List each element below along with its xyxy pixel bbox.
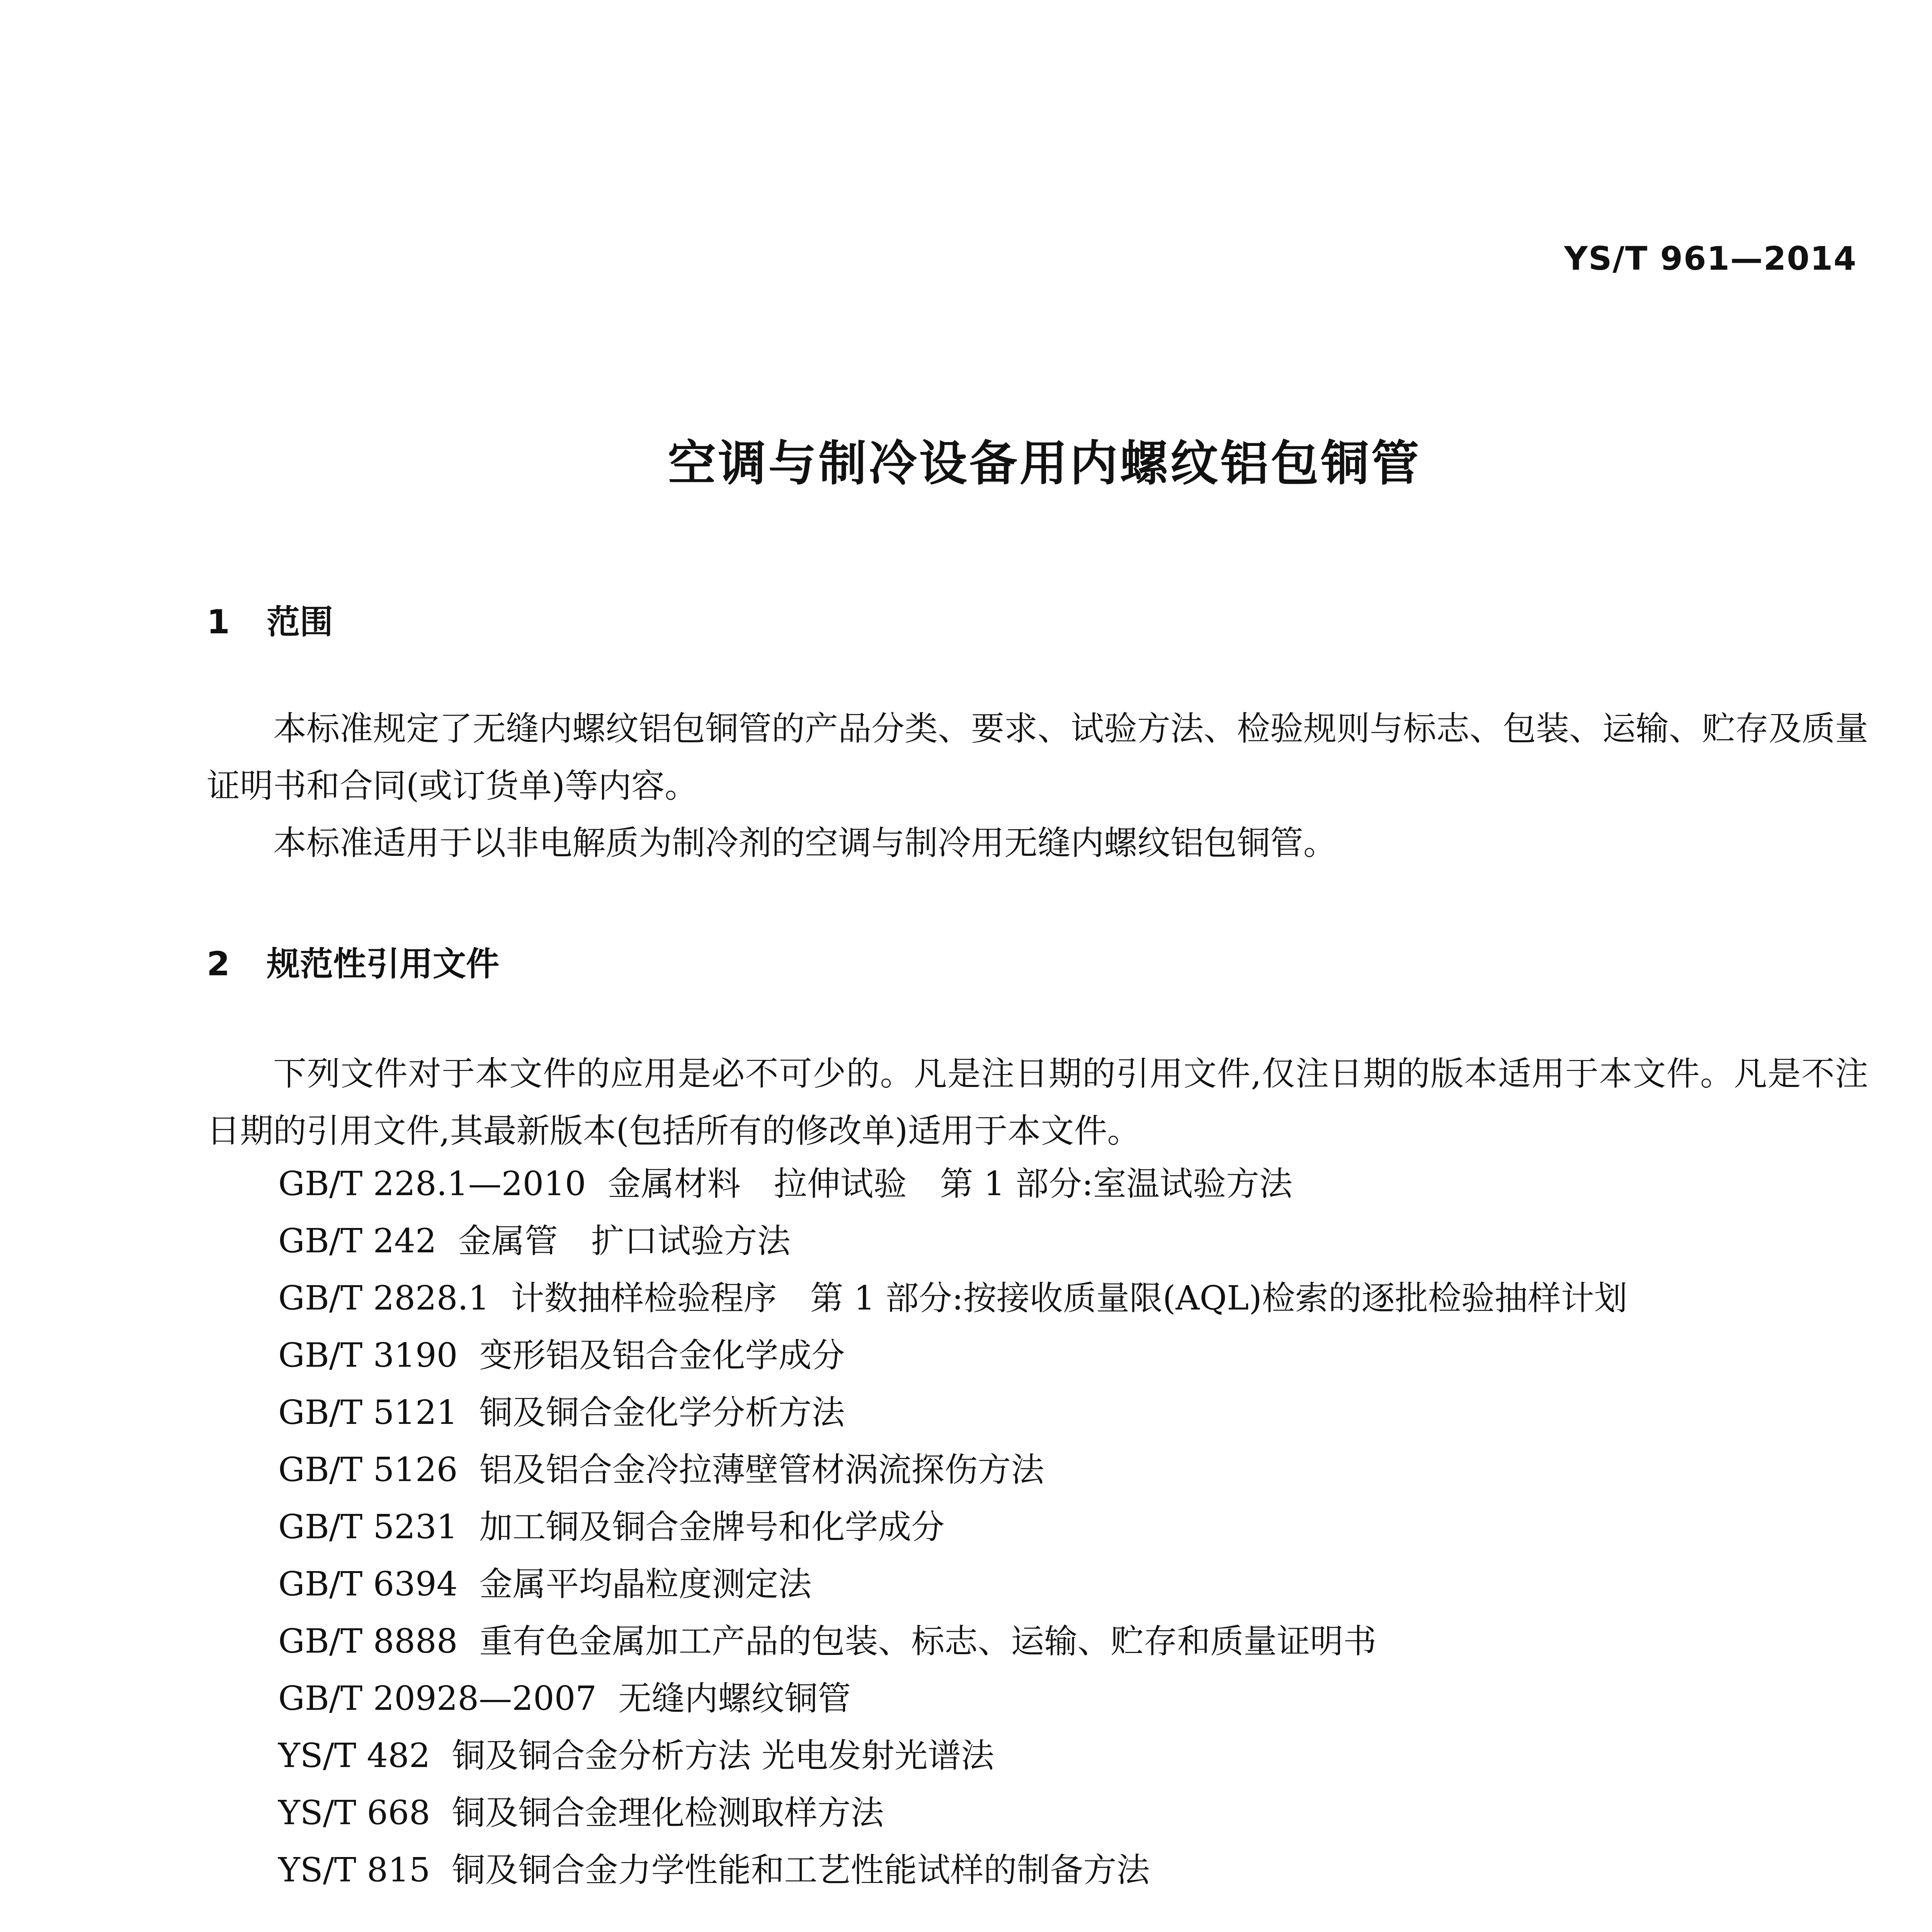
section-number: 2 [207, 945, 230, 983]
reference-title: 铜及铜合金分析方法 光电发射光谱法 [452, 1736, 994, 1775]
reference-title: 铜及铜合金化学分析方法 [479, 1393, 845, 1432]
reference-item [278, 1784, 1628, 1842]
reference-item [278, 1670, 1628, 1727]
section-number: 1 [207, 603, 230, 641]
reference-item [278, 1327, 1628, 1384]
section-1-heading [207, 595, 333, 643]
reference-code: GB/T 6394 [278, 1565, 458, 1604]
reference-title: 无缝内螺纹铜管 [618, 1679, 851, 1718]
reference-item [278, 1213, 1628, 1270]
document-title: 空调与制冷设备用内螺纹铝包铜管 [668, 436, 1422, 492]
reference-title: 金属材料 拉伸试验 第 1 部分:室温试验方法 [607, 1165, 1293, 1203]
reference-title: 重有色金属加工产品的包装、标志、运输、贮存和质量证明书 [479, 1622, 1377, 1661]
reference-item [278, 1270, 1628, 1327]
reference-title: 铜及铜合金力学性能和工艺性能试样的制备方法 [452, 1851, 1150, 1889]
reference-title: 加工铜及铜合金牌号和化学成分 [479, 1508, 945, 1546]
reference-item [278, 1384, 1628, 1441]
reference-item [278, 1441, 1628, 1498]
reference-item [278, 1498, 1628, 1556]
reference-title: 铜及铜合金理化检测取样方法 [452, 1794, 884, 1832]
reference-item [278, 1556, 1628, 1613]
reference-item [278, 1727, 1628, 1784]
reference-title: 金属管 扩口试验方法 [458, 1222, 791, 1260]
section-title: 范围 [267, 603, 333, 641]
reference-code: YS/T 668 [278, 1794, 430, 1832]
reference-code: GB/T 5231 [278, 1508, 458, 1546]
reference-code: GB/T 20928—2007 [278, 1679, 597, 1718]
section-title: 规范性引用文件 [267, 945, 499, 983]
reference-code: GB/T 228.1—2010 [278, 1165, 586, 1203]
reference-code: YS/T 815 [278, 1851, 430, 1889]
reference-code: GB/T 5126 [278, 1451, 458, 1489]
section-2-intro: 下列文件对于本文件的应用是必不可少的。凡是注日期的引用文件,仅注日期的版本适用于本文件。凡是不注日期的引用文件,其最新版本(包括所有的修改单)适用于本文件。 [207, 1054, 1868, 1150]
reference-title: 铝及铝合金冷拉薄壁管材涡流探伤方法 [479, 1451, 1044, 1489]
reference-code: GB/T 3190 [278, 1336, 458, 1375]
section-2-heading [207, 937, 499, 985]
reference-item [278, 1613, 1628, 1670]
reference-title: 计数抽样检验程序 第 1 部分:按接收质量限(AQL)检索的逐批检验抽样计划 [511, 1279, 1628, 1318]
reference-code: GB/T 242 [278, 1222, 437, 1260]
reference-title: 变形铝及铝合金化学成分 [479, 1336, 845, 1375]
reference-title: 金属平均晶粒度测定法 [479, 1565, 812, 1604]
reference-code: GB/T 8888 [278, 1622, 458, 1661]
section-1-paragraph-2: 本标准适用于以非电解质为制冷剂的空调与制冷用无缝内螺纹铝包铜管。 [273, 824, 1337, 862]
reference-code: YS/T 482 [278, 1736, 430, 1775]
reference-item [278, 1155, 1628, 1213]
reference-code: GB/T 5121 [278, 1393, 458, 1432]
reference-code: GB/T 2828.1 [278, 1279, 490, 1318]
reference-item [278, 1842, 1628, 1899]
standard-code: YS/T 961—2014 [1564, 240, 1857, 277]
normative-references-list [278, 1155, 1628, 1899]
section-1-paragraph-1: 本标准规定了无缝内螺纹铝包铜管的产品分类、要求、试验方法、检验规则与标志、包装、运输、贮存及质量证明书和合同(或订货单)等内容。 [207, 709, 1868, 805]
